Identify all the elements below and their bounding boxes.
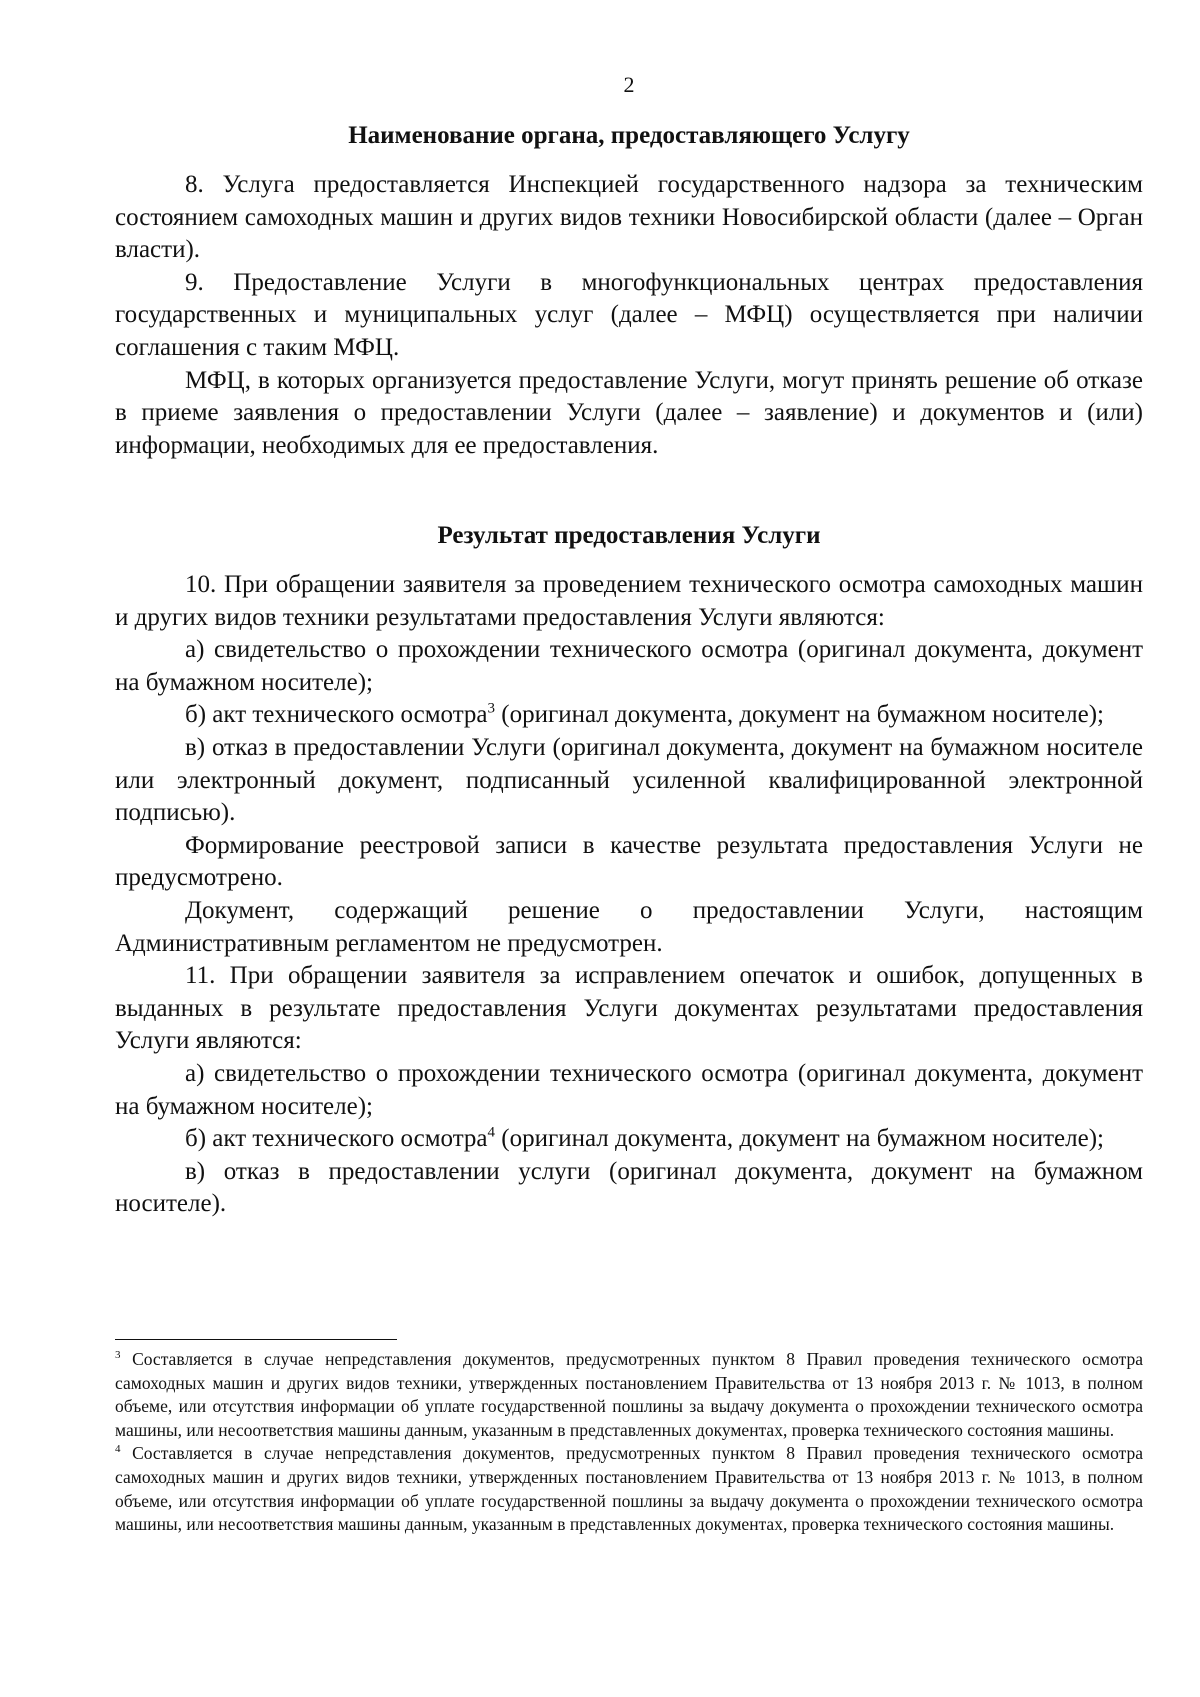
section-heading-result: Результат предоставления Услуги (437, 522, 821, 549)
footnote-marker-3: 3 (115, 1349, 121, 1362)
paragraph-10-c: в) отказ в предоставлении Услуги (оригинал документа, документ на бумажном носителе или электронный документ, подписанный усиленной квалифицированной электронной подписью). (115, 733, 1143, 827)
section-organ (115, 120, 1143, 462)
paragraph-11-b (115, 1123, 1143, 1156)
paragraph-10-b (115, 699, 1143, 732)
footnote-text-3: Составляется в случае непредставления документов, предусмотренных пунктом 8 Правил проведения технического осмотра самоходных машин и других видов техники, утвержденных постановлением Правительства от 13 ноября 2013 г. № 1013, в полном объеме, или отсутствия информации об уплате государственной пошлины за выдачу документа о прохождении технического осмотра машины, или несоответствия машины данным, указанным в представленных документах, проверка технического состояния машины. (115, 1349, 1143, 1440)
footnote-4 (115, 1442, 1143, 1536)
paragraph-11-b-end: (оригинал документа, документ на бумажном носителе); (495, 1125, 1104, 1153)
footnote-ref-4[interactable]: 4 (487, 1124, 496, 1141)
footnote-text-4: Составляется в случае непредставления документов, предусмотренных пунктом 8 Правил проведения технического осмотра самоходных машин и других видов техники, утвержденных постановлением Правительства от 13 ноября 2013 г. № 1013, в полном объеме, или отсутствия информации об уплате государственной пошлины за выдачу документа о прохождении технического осмотра машины, или несоответствия машины данным, указанным в представленных документах, проверка технического состояния машины. (115, 1443, 1143, 1535)
footnote-separator (115, 1339, 397, 1340)
paragraph-mfc: МФЦ, в которых организуется предоставление Услуги, могут принять решение об отказе в приеме заявления о предоставлении Услуги (далее – заявление) и документов и (или) информации, необходимых для ее предоставления. (115, 366, 1143, 459)
paragraph-11-b-start: б) акт технического осмотра (185, 1125, 488, 1153)
footnote-3 (115, 1348, 1143, 1442)
paragraph-registry: Формирование реестровой записи в качестве результата предоставления Услуги не предусмотрено. (115, 831, 1143, 892)
section-result (115, 520, 1143, 1221)
paragraph-10-a: а) свидетельство о прохождении технического осмотра (оригинал документа, документ на бумажном носителе); (115, 636, 1143, 696)
section-heading-organ: Наименование органа, предоставляющего Услугу (348, 122, 910, 149)
paragraph-9: 9. Предоставление Услуги в многофункциональных центрах предоставления государственных и муниципальных услуг (далее – МФЦ) осуществляется при наличии соглашения с таким МФЦ. (115, 268, 1143, 361)
paragraph-10-b-end: (оригинал документа, документ на бумажном носителе); (495, 701, 1104, 729)
footnote-marker-4: 4 (115, 1443, 121, 1456)
paragraph-8: 8. Услуга предоставляется Инспекцией государственного надзора за техническим состоянием самоходных машин и других видов техники Новосибирской области (далее – Орган власти). (115, 171, 1143, 264)
paragraph-11-c: в) отказ в предоставлении услуги (оригинал документа, документ на бумажном носителе). (115, 1157, 1143, 1218)
paragraph-11: 11. При обращении заявителя за исправлением опечаток и ошибок, допущенных в выданных в результате предоставления Услуги документах результатами предоставления Услуги являются: (115, 962, 1143, 1055)
footnote-ref-3[interactable]: 3 (487, 701, 496, 718)
paragraph-10-b-start: б) акт технического осмотра (185, 701, 488, 729)
paragraph-11-a: а) свидетельство о прохождении технического осмотра (оригинал документа, документ на бумажном носителе); (115, 1059, 1143, 1120)
footnotes (115, 1348, 1143, 1537)
paragraph-document: Документ, содержащий решение о предоставлении Услуги, настоящим Административным регламентом не предусмотрен. (115, 896, 1143, 957)
paragraph-10: 10. При обращении заявителя за проведением технического осмотра самоходных машин и других видов техники результатами предоставления Услуги являются: (115, 571, 1143, 631)
page-number: 2 (623, 72, 635, 97)
